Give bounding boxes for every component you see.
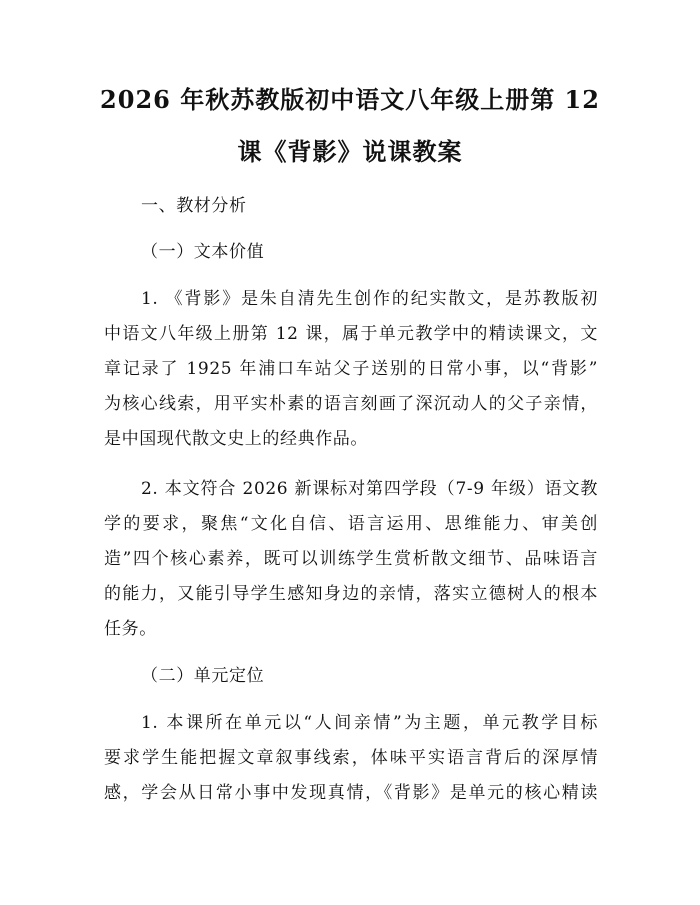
document-title-line-1: 2026 年秋苏教版初中语文八年级上册第 12: [100, 85, 600, 114]
paragraph-line: 章记录了 1925 年浦口车站父子送别的日常小事，以“背影”: [104, 359, 598, 379]
paragraph-line: 为核心线索，用平实朴素的语言刻画了深沉动人的父子亲情，: [104, 394, 598, 414]
paragraph-line: 1. 本课所在单元以“人间亲情”为主题，单元教学目标: [141, 713, 598, 733]
section-heading-textbook-analysis: 一、教材分析: [141, 196, 247, 216]
paragraph-line: 要求学生能把握文章叙事线索，体味平实语言背后的深厚情: [104, 748, 598, 768]
paragraph-line: 的能力，又能引导学生感知身边的亲情，落实立德树人的根本: [104, 584, 598, 604]
subsection-heading-unit-position: （二）单元定位: [141, 666, 265, 686]
paragraph-line: 是中国现代散文史上的经典作品。: [104, 429, 368, 449]
paragraph-line: 造”四个核心素养，既可以训练学生赏析散文细节、品味语言: [104, 549, 598, 569]
paragraph-line: 学的要求，聚焦“文化自信、语言运用、思维能力、审美创: [104, 514, 598, 534]
paragraph-line: 1. 《背影》是朱自清先生创作的纪实散文，是苏教版初: [141, 289, 598, 309]
subsection-heading-text-value: （一）文本价值: [141, 242, 265, 262]
paragraph-line: 2. 本文符合 2026 新课标对第四学段（7-9 年级）语文教: [141, 479, 598, 499]
paragraph-line: 任务。: [104, 619, 157, 639]
paragraph-line: 中语文八年级上册第 12 课，属于单元教学中的精读课文，文: [104, 324, 598, 344]
paragraph-line: 感，学会从日常小事中发现真情，《背影》是单元的核心精读: [104, 783, 598, 803]
document-title-line-2: 课《背影》说课教案: [237, 137, 463, 166]
